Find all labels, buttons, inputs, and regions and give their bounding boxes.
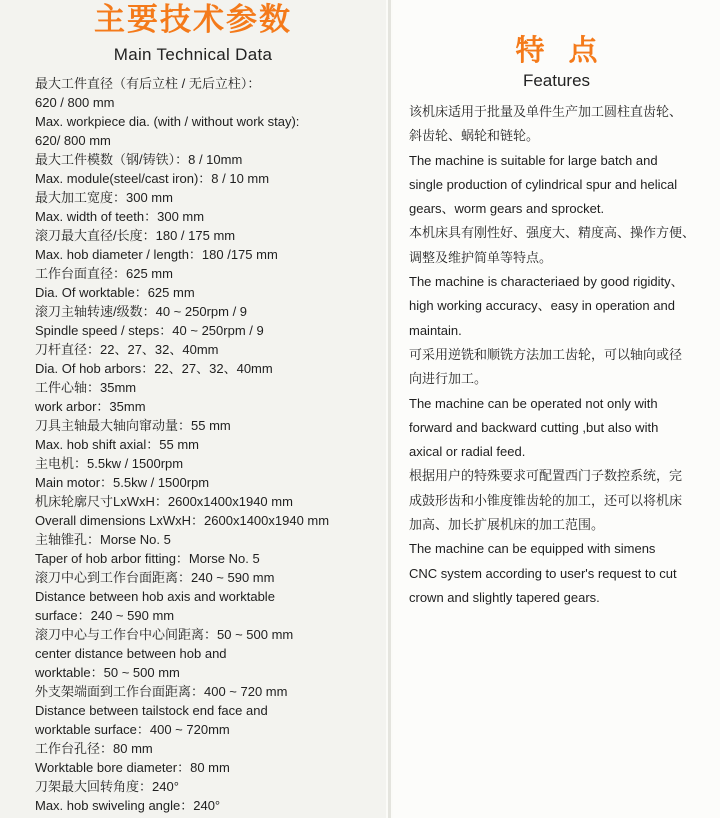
spec-line: 刀杆直径：22、27、32、40mm [35, 342, 219, 357]
feature-line: high working accuracy、easy in operation and [409, 298, 675, 314]
spec-line: Main motor：5.5kw / 1500rpm [35, 475, 210, 490]
spec-line: 最大加工宽度：300 mm [35, 190, 173, 205]
spec-line: Dia. Of hob arbors：22、27、32、40mm [35, 361, 273, 376]
technical-data-list [35, 74, 383, 815]
feature-line: gears、worm gears and sprocket. [409, 201, 605, 217]
spec-line: 最大工件直径（有后立柱 / 无后立柱）： [35, 76, 261, 91]
spec-line: 刀具主轴最大轴向窜动量：55 mm [35, 418, 231, 433]
feature-line: 成鼓形齿和小锥度锥齿轮的加工，还可以将机床 [409, 492, 683, 508]
spec-line: worktable surface：400 ~ 720mm [35, 722, 230, 737]
technical-data-title-cn: 主要技术参数 [94, 2, 292, 38]
features-panel [393, 0, 720, 818]
spec-line: work arbor：35mm [35, 399, 146, 414]
spec-line: Worktable bore diameter：80 mm [35, 760, 230, 775]
spec-line: Max. width of teeth：300 mm [35, 209, 205, 224]
spec-line: surface：240 ~ 590 mm [35, 608, 175, 623]
spec-line: 外支架端面到工作台面距离：400 ~ 720 mm [35, 684, 288, 699]
spec-line: center distance between hob and [35, 646, 227, 661]
feature-line: forward and backward cutting ,but also with [409, 419, 659, 435]
spec-line: 工作台孔径：80 mm [35, 741, 153, 756]
spec-line: 滚刀主轴转速/级数：40 ~ 250rpm / 9 [35, 304, 248, 319]
feature-line: The machine can be equipped with simens [409, 541, 656, 557]
feature-line: CNC system according to user's request to cut [409, 565, 677, 581]
spec-line: Taper of hob arbor fitting：Morse No. 5 [35, 551, 260, 566]
spec-line: Overall dimensions LxWxH：2600x1400x1940 mm [35, 513, 330, 528]
feature-line: The machine can be operated not only with [409, 395, 658, 411]
spec-line: 主轴锥孔：Morse No. 5 [35, 532, 171, 547]
feature-line: 该机床适用于批量及单件生产加工圆柱直齿轮、 [409, 104, 683, 119]
feature-line: maintain. [409, 322, 462, 338]
spec-line: 620 / 800 mm [35, 95, 115, 110]
feature-line: 可采用逆铣和顺铣方法加工齿轮，可以轴向或径 [409, 346, 683, 362]
spec-line: 机床轮廓尺寸LxWxH：2600x1400x1940 mm [35, 494, 293, 509]
feature-line: The machine is suitable for large batch and [409, 152, 658, 168]
feature-line: crown and slightly tapered gears. [409, 589, 600, 605]
spec-line: 620/ 800 mm [35, 133, 111, 148]
spec-line: Max. workpiece dia. (with / without work stay): [35, 114, 300, 129]
feature-line: 向进行加工。 [409, 371, 488, 387]
spec-line: Max. hob swiveling angle：240° [35, 798, 221, 813]
feature-line: 加高、加长扩展机床的加工范围。 [409, 517, 605, 533]
feature-line: 本机床具有刚性好、强度大、精度高、操作方便、 [409, 225, 696, 241]
spec-line: Dia. Of worktable：625 mm [35, 285, 195, 300]
spec-line: Max. module(steel/cast iron)：8 / 10 mm [35, 171, 270, 186]
spec-line: Spindle speed / steps：40 ~ 250rpm / 9 [35, 323, 264, 338]
spec-line: 刀架最大回转角度：240° [35, 779, 179, 794]
spec-line: 主电机：5.5kw / 1500rpm [35, 456, 184, 471]
features-title-cn: 特点 [515, 33, 622, 67]
feature-line: 根据用户的特殊要求可配置西门子数控系统，完 [409, 468, 683, 484]
feature-line: 调整及维护简单等特点。 [409, 249, 553, 265]
spec-line: Max. hob diameter / length：180 /175 mm [35, 247, 278, 262]
technical-data-title-en: Main Technical Data [113, 45, 273, 64]
feature-line: 斜齿轮、蜗轮和链轮。 [409, 128, 540, 144]
spec-line: Max. hob shift axial：55 mm [35, 437, 200, 452]
feature-line: axical or radial feed. [409, 444, 526, 460]
features-list [409, 100, 709, 610]
spec-line: 工件心轴：35mm [35, 380, 137, 395]
feature-line: The machine is characteriaed by good rigidity、 [409, 274, 684, 290]
features-title-en: Features [522, 71, 591, 90]
spec-line: Distance between tailstock end face and [35, 703, 268, 718]
spec-line: 工作台面直径：625 mm [35, 266, 173, 281]
spec-line: 滚刀中心到工作台面距离：240 ~ 590 mm [35, 570, 275, 585]
feature-line: single production of cylindrical spur and helical [409, 176, 678, 192]
column-divider [388, 0, 391, 818]
spec-line: worktable：50 ~ 500 mm [35, 665, 180, 680]
spec-line: 最大工件模数（钢/铸铁）：8 / 10mm [35, 152, 243, 167]
spec-line: 滚刀中心与工作台中心间距离：50 ~ 500 mm [35, 627, 294, 642]
spec-line: 滚刀最大直径/长度：180 / 175 mm [35, 228, 236, 243]
spec-line: Distance between hob axis and worktable [35, 589, 275, 604]
